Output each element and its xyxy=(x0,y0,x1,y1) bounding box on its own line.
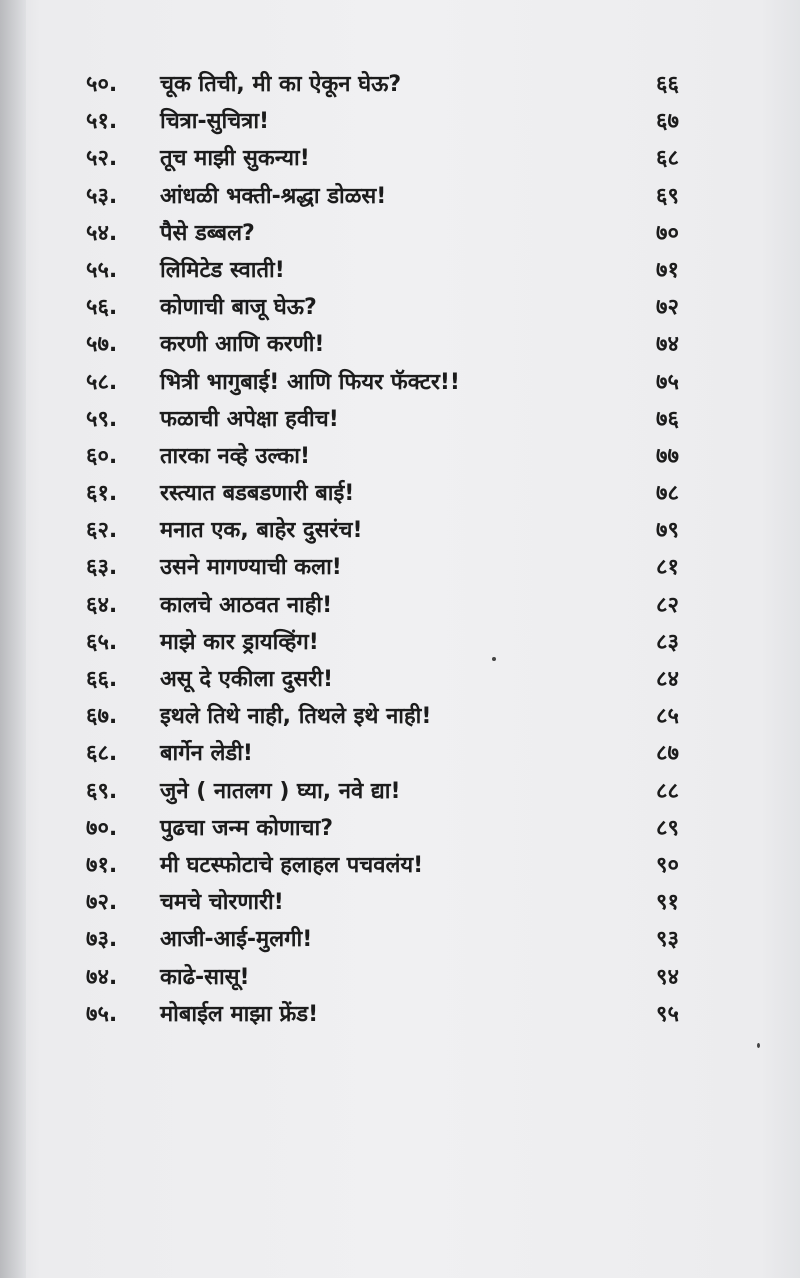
entry-page-number: ९३ xyxy=(656,927,679,953)
entry-number: ५१. xyxy=(86,109,118,135)
entry-title: काढे-सासू! xyxy=(160,964,250,990)
entry-title: माझे कार ड्रायव्हिंग! xyxy=(160,629,319,655)
entry-page-number: ८९ xyxy=(656,815,679,841)
entry-title: तूच माझी सुकन्या! xyxy=(160,146,310,172)
toc-entry xyxy=(0,475,800,512)
entry-number: ५८. xyxy=(86,369,118,395)
entry-title: इथले तिथे नाही, तिथले इथे नाही! xyxy=(160,704,432,730)
entry-number: ६०. xyxy=(86,443,118,469)
entry-number: ५०. xyxy=(86,72,118,97)
toc-entry xyxy=(0,438,800,475)
toc-entry xyxy=(0,921,800,958)
toc-entry xyxy=(0,215,800,252)
entry-number: ६९. xyxy=(86,778,118,804)
toc-entry xyxy=(0,661,800,698)
toc-entry xyxy=(0,847,800,884)
entry-title: चमचे चोरणारी! xyxy=(160,890,284,916)
entry-page-number: ८४ xyxy=(656,667,679,692)
entry-number: ६६. xyxy=(86,667,118,692)
toc-entry xyxy=(0,698,800,735)
entry-number: ५९. xyxy=(86,406,118,432)
entry-page-number: ६६ xyxy=(656,72,679,97)
entry-page-number: ८८ xyxy=(656,778,679,804)
entry-number: ७०. xyxy=(86,815,118,841)
toc-entry xyxy=(0,512,800,549)
toc-entry xyxy=(0,326,800,363)
toc-entry xyxy=(0,178,800,215)
entry-title: मनात एक, बाहेर दुसरंच! xyxy=(160,518,363,544)
toc-entry xyxy=(0,773,800,810)
toc-entry xyxy=(0,884,800,921)
toc-entry xyxy=(0,549,800,586)
toc-entry xyxy=(0,959,800,996)
entry-page-number: ८५ xyxy=(656,704,679,730)
entry-title: कालचे आठवत नाही! xyxy=(160,592,333,618)
entry-title: पैसे डब्बल? xyxy=(160,220,255,246)
entry-page-number: ६८ xyxy=(656,146,679,172)
entry-title: लिमिटेड स्वाती! xyxy=(160,257,285,283)
entry-page-number: ७७ xyxy=(656,443,679,469)
entry-page-number: ९१ xyxy=(656,890,679,916)
entry-number: ७१. xyxy=(86,852,118,878)
entry-number: ६७. xyxy=(86,704,118,730)
entry-title: चूक तिची, मी का ऐकून घेऊ? xyxy=(160,72,402,97)
entry-number: ६३. xyxy=(86,555,118,581)
entry-number: ७४. xyxy=(86,964,118,990)
entry-number: ६१. xyxy=(86,481,118,507)
entry-title: मोबाईल माझा फ्रेंड! xyxy=(160,1001,319,1027)
entry-page-number: ९४ xyxy=(656,964,679,990)
entry-title: तारका नव्हे उल्का! xyxy=(160,443,311,469)
entry-page-number: ८१ xyxy=(656,555,679,581)
entry-page-number: ७९ xyxy=(656,518,679,544)
ink-speck xyxy=(757,1043,760,1048)
entry-page-number: ६९ xyxy=(656,183,679,209)
entry-page-number: ७१ xyxy=(656,257,679,283)
entry-page-number: ६७ xyxy=(656,109,679,135)
entry-number: ६२. xyxy=(86,518,118,544)
entry-number: ६४. xyxy=(86,592,118,618)
entry-page-number: ८२ xyxy=(656,592,679,618)
toc-entry xyxy=(0,103,800,140)
entry-page-number: ७६ xyxy=(656,406,679,432)
entry-page-number: ७४ xyxy=(656,332,679,358)
entry-page-number: ७५ xyxy=(656,369,679,395)
entry-page-number: ८७ xyxy=(656,741,679,767)
toc-entry xyxy=(0,996,800,1033)
entry-title: आंधळी भक्ती-श्रद्धा डोळस! xyxy=(160,183,387,209)
entry-number: ६८. xyxy=(86,741,118,767)
toc-entry xyxy=(0,401,800,438)
entry-number: ५५. xyxy=(86,257,118,283)
entry-number: ५४. xyxy=(86,220,118,246)
entry-page-number: ९० xyxy=(656,852,679,878)
entry-title: रस्त्यात बडबडणारी बाई! xyxy=(160,481,355,507)
entry-title: करणी आणि करणी! xyxy=(160,332,325,358)
entry-page-number: ८३ xyxy=(656,629,679,655)
entry-number: ५३. xyxy=(86,183,118,209)
entry-title: चित्रा-सुचित्रा! xyxy=(160,109,270,135)
entry-title: बार्गेन लेडी! xyxy=(160,741,253,767)
toc-entry xyxy=(0,810,800,847)
toc-entry xyxy=(0,735,800,772)
toc-entry xyxy=(0,364,800,401)
entry-title: जुने ( नातलग ) घ्या, नवे द्या! xyxy=(160,778,401,804)
entry-title: आजी-आई-मुलगी! xyxy=(160,927,313,953)
entry-page-number: ७० xyxy=(656,220,679,246)
entry-title: भित्री भागुबाई! आणि फियर फॅक्टर!! xyxy=(160,369,460,395)
entry-title: पुढचा जन्म कोणाचा? xyxy=(160,815,333,841)
entry-title: कोणाची बाजू घेऊ? xyxy=(160,295,317,321)
entry-title: उसने मागण्याची कला! xyxy=(160,555,342,581)
toc-entry xyxy=(0,289,800,326)
entry-page-number: ७८ xyxy=(656,481,679,507)
entry-page-number: ७२ xyxy=(656,295,679,321)
entry-page-number: ९५ xyxy=(656,1001,679,1027)
entry-title: मी घटस्फोटाचे हलाहल पचवलंय! xyxy=(160,852,424,878)
toc-entry xyxy=(0,587,800,624)
toc-entry xyxy=(0,252,800,289)
toc-entry xyxy=(0,66,800,103)
entry-number: ६५. xyxy=(86,629,118,655)
entry-number: ५६. xyxy=(86,295,118,321)
entry-number: ७३. xyxy=(86,927,118,953)
toc-entry xyxy=(0,140,800,177)
ink-speck xyxy=(492,657,496,661)
entry-number: ७२. xyxy=(86,890,118,916)
entry-number: ५२. xyxy=(86,146,118,172)
entry-number: ७५. xyxy=(86,1001,118,1027)
entry-title: असू दे एकीला दुसरी! xyxy=(160,667,333,692)
entry-title: फळाची अपेक्षा हवीच! xyxy=(160,406,339,432)
entry-number: ५७. xyxy=(86,332,118,358)
table-of-contents xyxy=(0,66,800,1033)
toc-entry xyxy=(0,624,800,661)
